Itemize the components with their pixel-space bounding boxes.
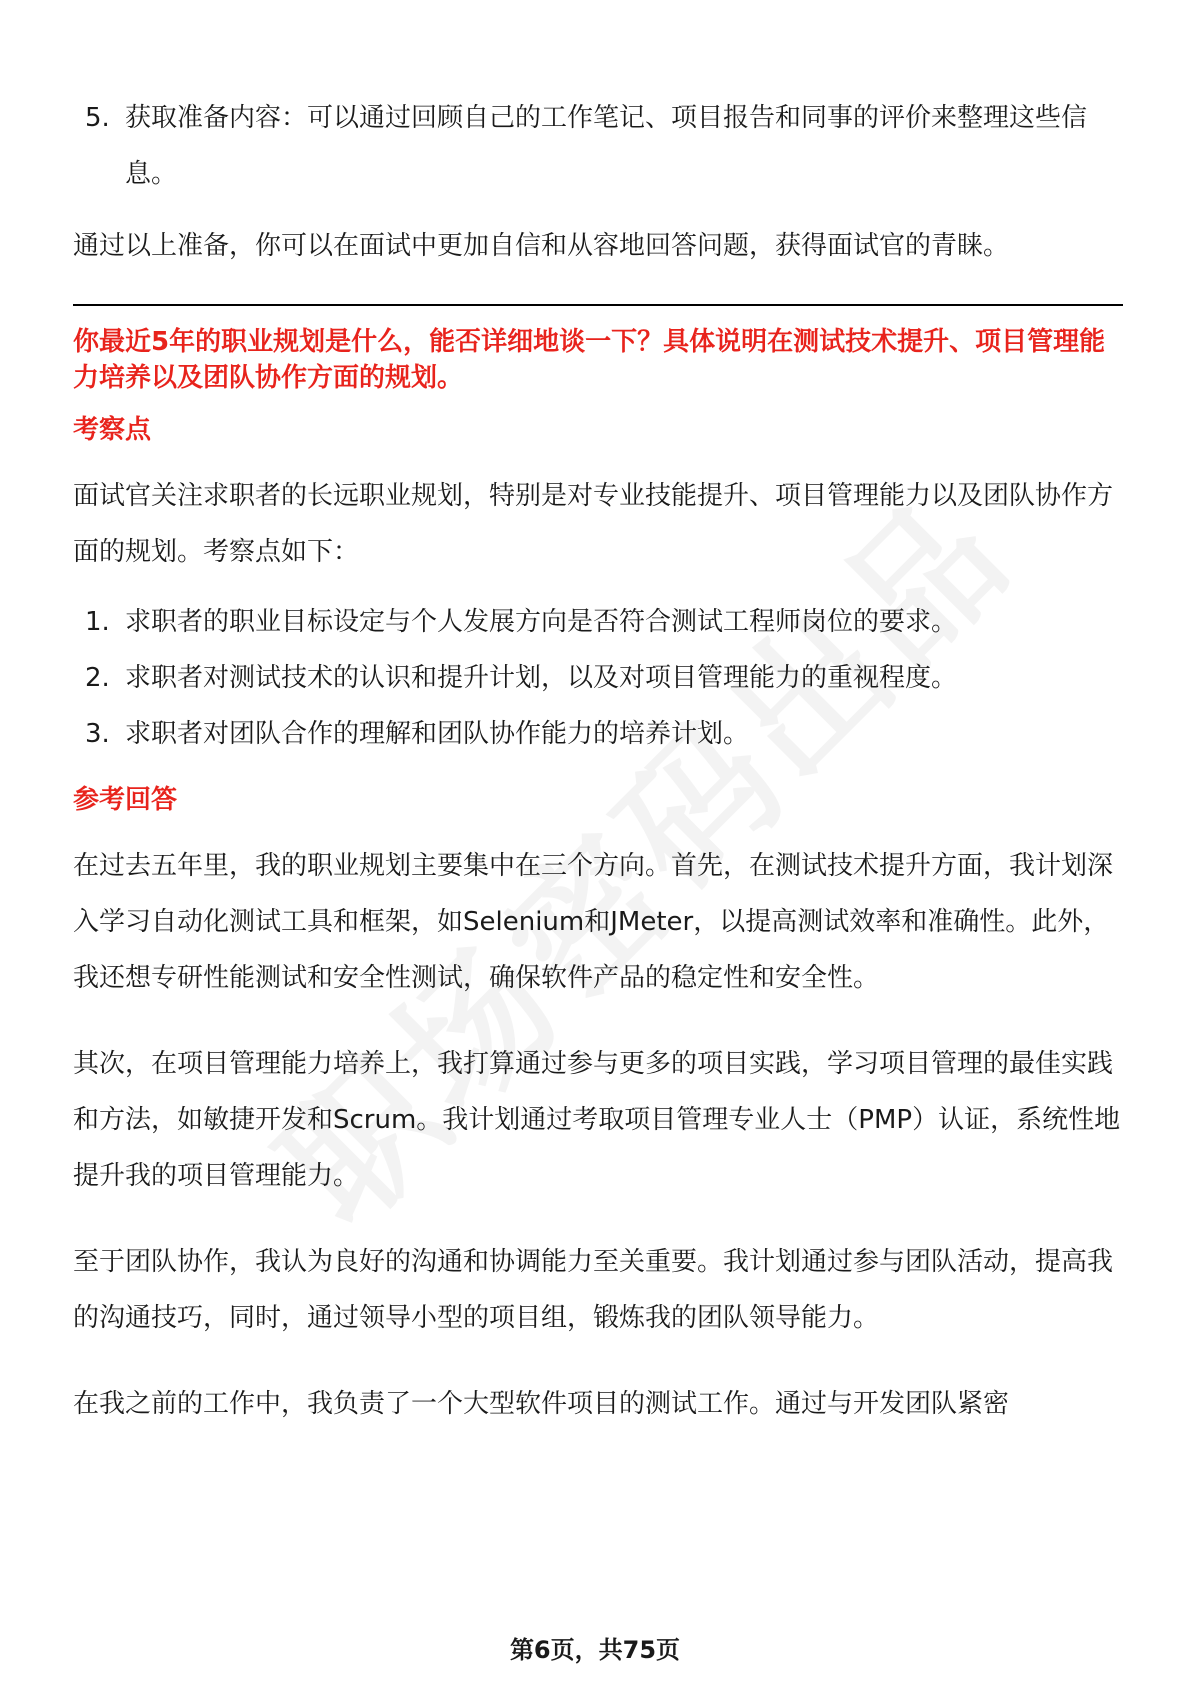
list-number: 5. <box>85 103 110 133</box>
section-intro: 面试官关注求职者的长远职业规划，特别是对专业技能提升、项目管理能力以及团队协作方面的规划。考察点如下： <box>73 481 1114 567</box>
answer-paragraph: 在我之前的工作中，我负责了一个大型软件项目的测试工作。通过与开发团队紧密 <box>73 1389 1010 1419</box>
section-title-answer: 参考回答 <box>73 785 178 815</box>
answer-paragraph: 在过去五年里，我的职业规划主要集中在三个方向。首先，在测试技术提升方面，我计划深入学习自动化测试工具和框架，如Selenium和JMeter，以提高测试效率和准确性。此外，我还想专研性能测试和安全性测试，确保软件产品的稳定性和安全性。 <box>73 851 1114 993</box>
list-text: 求职者对团队合作的理解和团队协作能力的培养计划。 <box>125 719 750 749</box>
list-text: 获取准备内容：可以通过回顾自己的工作笔记、项目报告和同事的评价来整理这些信息。 <box>125 103 1088 189</box>
question-heading: 你最近5年的职业规划是什么，能否详细地谈一下？具体说明在测试技术提升、项目管理能力培养以及团队协作方面的规划。 <box>73 327 1106 393</box>
focus-points-list <box>73 594 1123 762</box>
summary-paragraph: 通过以上准备，你可以在面试中更加自信和从容地回答问题，获得面试官的青睐。 <box>73 231 1010 261</box>
list-number: 3. <box>85 719 110 749</box>
list-item <box>73 594 1123 650</box>
section-title-focus: 考察点 <box>73 415 152 445</box>
list-text: 求职者对测试技术的认识和提升计划，以及对项目管理能力的重视程度。 <box>125 663 958 693</box>
list-item <box>73 90 1123 202</box>
divider <box>73 304 1123 306</box>
list-text: 求职者的职业目标设定与个人发展方向是否符合测试工程师岗位的要求。 <box>125 607 958 637</box>
answer-paragraph: 其次，在项目管理能力培养上，我打算通过参与更多的项目实践，学习项目管理的最佳实践和方法，如敏捷开发和Scrum。我计划通过考取项目管理专业人士（PMP）认证，系统性地提升我的项目管理能力。 <box>73 1049 1121 1191</box>
list-item <box>73 706 1123 762</box>
list-item <box>73 650 1123 706</box>
list-number: 2. <box>85 663 110 693</box>
page-footer: 第6页，共75页 <box>509 1636 681 1664</box>
top-list <box>73 90 1123 202</box>
answer-paragraph: 至于团队协作，我认为良好的沟通和协调能力至关重要。我计划通过参与团队活动，提高我的沟通技巧，同时，通过领导小型的项目组，锻炼我的团队领导能力。 <box>73 1247 1114 1333</box>
page-content <box>73 90 1123 1432</box>
list-number: 1. <box>85 607 110 637</box>
